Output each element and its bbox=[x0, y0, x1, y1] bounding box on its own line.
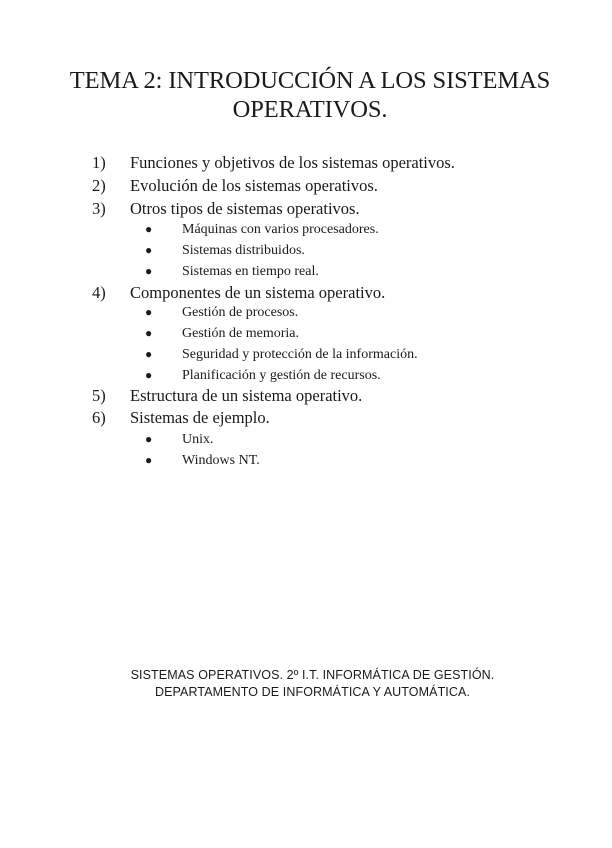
sub-item-text: Sistemas distribuidos. bbox=[182, 243, 305, 258]
bullet-icon: ● bbox=[145, 243, 153, 257]
bullet-icon: ● bbox=[145, 347, 153, 361]
list-item bbox=[92, 153, 455, 173]
item-text: Sistemas de ejemplo. bbox=[130, 408, 270, 427]
sub-list-item bbox=[145, 262, 319, 281]
bullet-icon: ● bbox=[145, 326, 153, 340]
sub-list-item bbox=[145, 366, 381, 385]
item-text: Componentes de un sistema operativo. bbox=[130, 283, 386, 302]
item-number: 1) bbox=[92, 153, 106, 172]
sub-list-item bbox=[145, 451, 260, 470]
item-number: 4) bbox=[92, 283, 106, 302]
item-number: 2) bbox=[92, 176, 106, 195]
sub-item-text: Planificación y gestión de recursos. bbox=[182, 368, 381, 383]
page-title bbox=[40, 66, 580, 124]
list-item bbox=[92, 176, 378, 196]
sub-item-text: Windows NT. bbox=[182, 453, 260, 468]
list-item bbox=[92, 408, 270, 428]
sub-item-text: Unix. bbox=[182, 432, 214, 447]
sub-list-item bbox=[145, 241, 305, 260]
sub-list-item bbox=[145, 324, 299, 343]
item-number: 6) bbox=[92, 408, 106, 427]
sub-list-item bbox=[145, 345, 418, 364]
sub-item-text: Máquinas con varios procesadores. bbox=[182, 222, 379, 237]
list-item bbox=[92, 283, 385, 303]
title-line-2: OPERATIVOS. bbox=[232, 96, 388, 123]
sub-list-item bbox=[145, 303, 298, 322]
page-footer bbox=[40, 667, 585, 701]
bullet-icon: ● bbox=[145, 264, 153, 278]
sub-item-text: Sistemas en tiempo real. bbox=[182, 264, 319, 279]
bullet-icon: ● bbox=[145, 453, 153, 467]
item-number: 5) bbox=[92, 386, 106, 405]
sub-list-item bbox=[145, 220, 379, 239]
item-text: Otros tipos de sistemas operativos. bbox=[130, 199, 360, 218]
bullet-icon: ● bbox=[145, 432, 153, 446]
footer-line-1: SISTEMAS OPERATIVOS. 2º I.T. INFORMÁTICA DE GESTIÓN. bbox=[130, 668, 495, 682]
item-text: Evolución de los sistemas operativos. bbox=[130, 176, 378, 195]
bullet-icon: ● bbox=[145, 222, 153, 236]
list-item bbox=[92, 199, 360, 219]
sub-item-text: Seguridad y protección de la información. bbox=[182, 347, 418, 362]
title-line-1: TEMA 2: INTRODUCCIÓN A LOS SISTEMAS bbox=[69, 67, 551, 94]
bullet-icon: ● bbox=[145, 368, 153, 382]
sub-list-item bbox=[145, 430, 214, 449]
item-text: Funciones y objetivos de los sistemas operativos. bbox=[130, 153, 455, 172]
item-text: Estructura de un sistema operativo. bbox=[130, 386, 363, 405]
bullet-icon: ● bbox=[145, 305, 153, 319]
item-number: 3) bbox=[92, 199, 106, 218]
footer-line-2: DEPARTAMENTO DE INFORMÁTICA Y AUTOMÁTICA. bbox=[154, 685, 471, 699]
sub-item-text: Gestión de procesos. bbox=[182, 305, 299, 320]
sub-item-text: Gestión de memoria. bbox=[182, 326, 300, 341]
list-item bbox=[92, 386, 362, 406]
